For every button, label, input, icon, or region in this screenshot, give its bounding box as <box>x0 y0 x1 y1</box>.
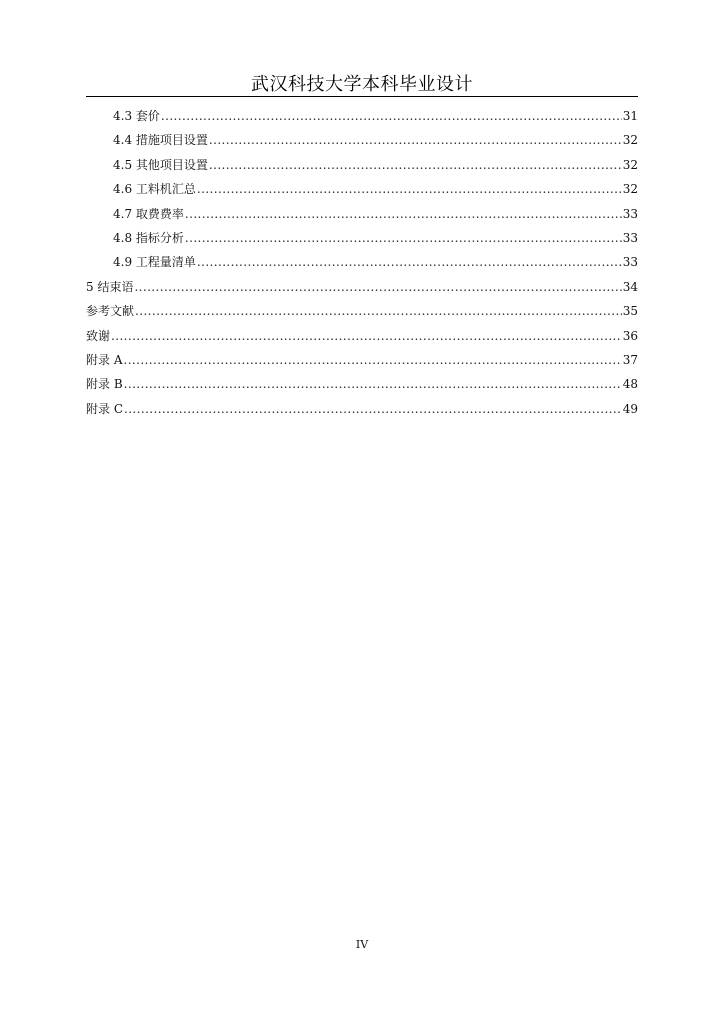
page-number: IV <box>355 938 369 951</box>
toc-entry-label: 参考文献 <box>86 304 135 319</box>
toc-entry-page: 35 <box>622 304 638 319</box>
toc-dot-leader <box>123 348 621 372</box>
toc-dot-leader <box>161 104 622 128</box>
toc-entry-page: 49 <box>622 401 638 416</box>
page-header-title: 武汉科技大学本科毕业设计 <box>251 74 473 95</box>
toc-entry[interactable] <box>86 275 638 299</box>
toc-entry[interactable] <box>86 348 638 372</box>
toc-entry-page: 33 <box>622 255 638 270</box>
toc-entry-page: 32 <box>622 157 638 172</box>
toc-entry-label: 4.9 工程量清单 <box>113 255 196 270</box>
toc-entry-page: 34 <box>622 279 638 294</box>
toc-entry-page: 37 <box>622 352 638 367</box>
toc-entry[interactable] <box>86 128 638 152</box>
header-divider <box>86 96 638 97</box>
toc-entry[interactable] <box>86 104 638 128</box>
toc-entry-label: 4.5 其他项目设置 <box>113 157 208 172</box>
toc-entry[interactable] <box>86 226 638 250</box>
toc-entry[interactable] <box>86 299 638 323</box>
toc-dot-leader <box>185 202 622 226</box>
toc-dot-leader <box>124 372 622 396</box>
toc-entry[interactable] <box>86 177 638 201</box>
toc-entry-label: 致谢 <box>86 328 111 343</box>
toc-entry[interactable] <box>86 250 638 274</box>
toc-dot-leader <box>197 177 622 201</box>
toc-entry-page: 32 <box>622 182 638 197</box>
toc-entry[interactable] <box>86 372 638 396</box>
toc-entry-label: 附录 B <box>86 377 123 392</box>
toc-entry[interactable] <box>86 324 638 348</box>
toc-entry-label: 4.6 工料机汇总 <box>113 182 196 197</box>
toc-dot-leader <box>135 299 622 323</box>
toc-entry-label: 4.3 套价 <box>113 109 160 123</box>
toc-dot-leader <box>209 153 622 177</box>
toc-dot-leader <box>124 397 622 421</box>
toc-entry-label: 4.8 指标分析 <box>113 230 184 245</box>
toc-dot-leader <box>111 324 622 348</box>
toc-entry-page: 36 <box>622 328 638 343</box>
toc-entry-label: 附录 A <box>86 352 123 367</box>
toc-entry-page: 33 <box>622 230 638 245</box>
toc-entry[interactable] <box>86 397 638 421</box>
table-of-contents <box>86 104 638 421</box>
toc-entry[interactable] <box>86 202 638 226</box>
toc-entry-label: 附录 C <box>86 401 123 416</box>
toc-dot-leader <box>197 250 622 274</box>
toc-entry-page: 48 <box>622 377 638 392</box>
toc-dot-leader <box>134 275 621 299</box>
toc-entry-label: 5 结束语 <box>86 279 134 294</box>
toc-entry-label: 4.7 取费费率 <box>113 206 184 221</box>
toc-entry-page: 33 <box>622 206 638 221</box>
toc-dot-leader <box>209 128 622 152</box>
toc-entry-page: 32 <box>622 133 638 148</box>
toc-entry-page: 31 <box>622 109 638 123</box>
toc-entry[interactable] <box>86 153 638 177</box>
toc-dot-leader <box>185 226 622 250</box>
toc-entry-label: 4.4 措施项目设置 <box>113 133 208 148</box>
